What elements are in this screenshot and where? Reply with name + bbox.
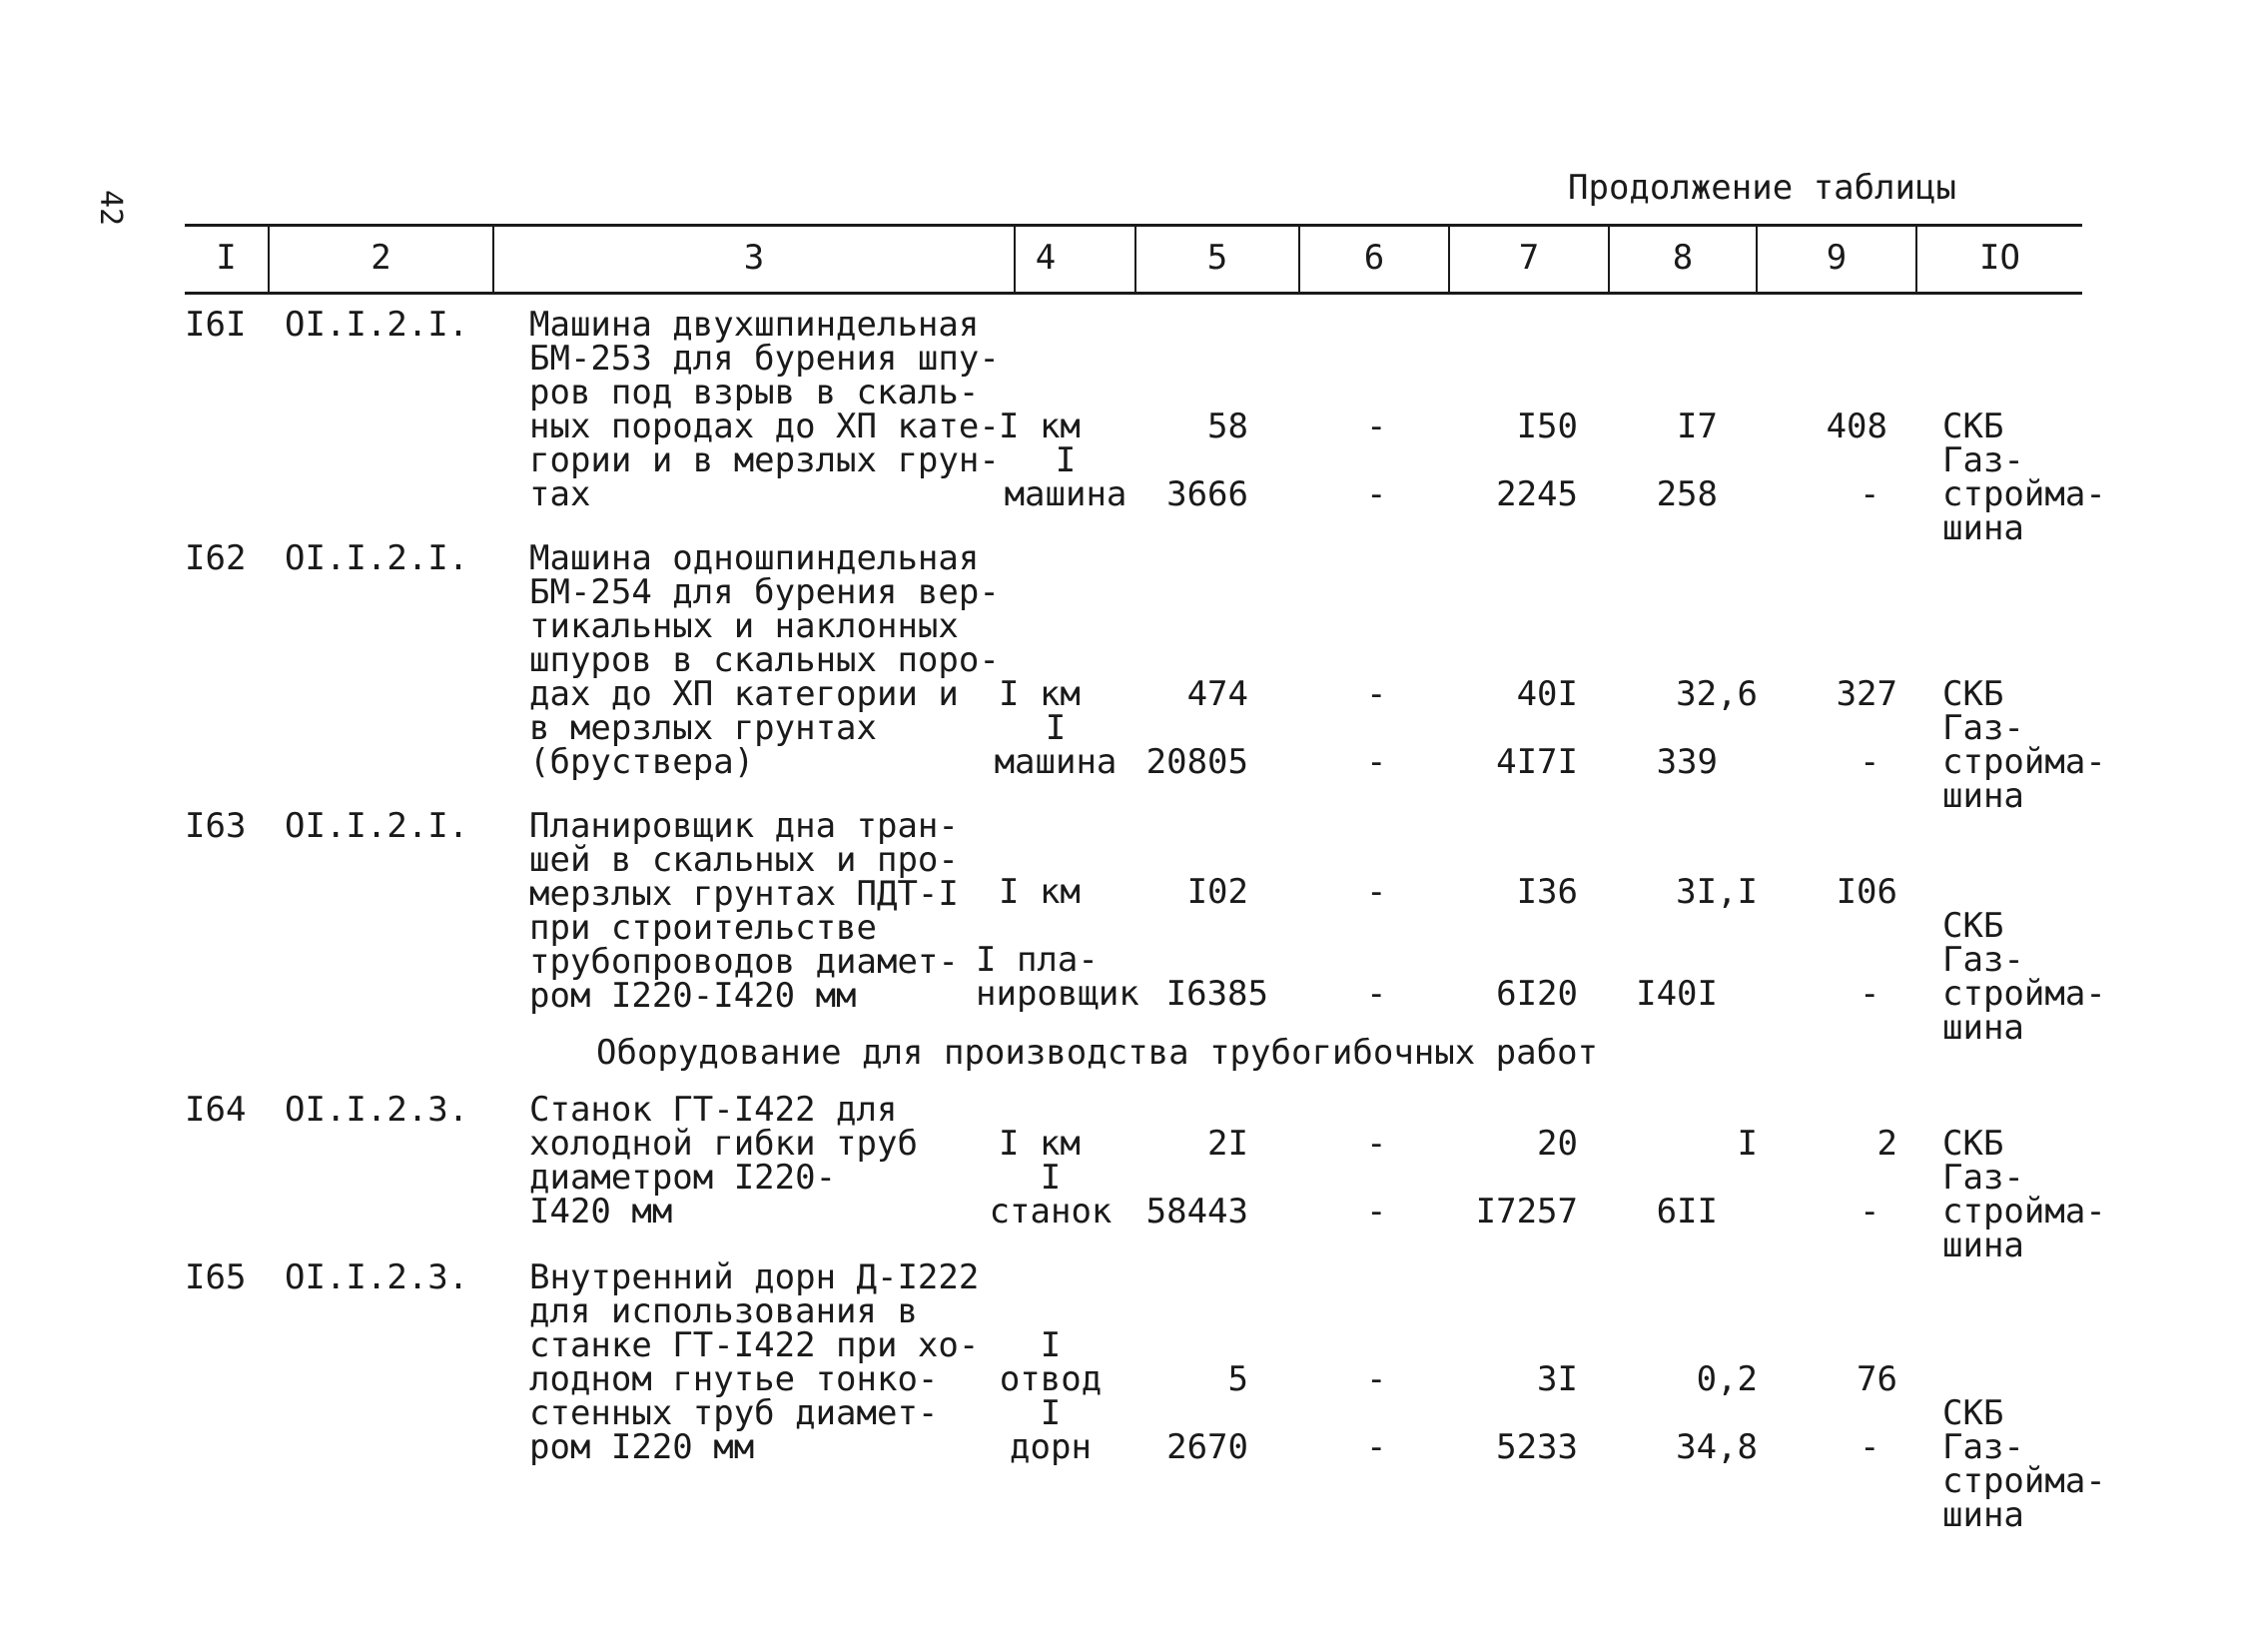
row-col9-b: -: [1860, 1427, 1880, 1467]
row-col8-a: I: [1737, 1124, 1758, 1164]
row-col9-b: -: [1860, 974, 1880, 1014]
row-number: I62: [185, 538, 247, 578]
row-manufacturer: СКБ Газ- стройма- шина: [1942, 674, 2106, 816]
row-unit-secondary: I дорн: [1010, 1393, 1092, 1467]
row-number: I64: [185, 1090, 247, 1130]
header-col-4: 4: [1035, 238, 1057, 278]
row-col8-b: 258: [1656, 474, 1718, 514]
row-unit-secondary: I станок: [989, 1158, 1113, 1232]
row-col5-b: 3666: [1166, 474, 1248, 514]
row-col9-a: 76: [1857, 1359, 1897, 1399]
row-col6-a: -: [1366, 1124, 1387, 1164]
row-description: Планировщик дна тран- шей в скальных и про- мерзлых грунтах ПДТ-I при строительстве трубопроводов диамет- ром I220-I420 мм: [529, 806, 959, 1016]
row-unit-primary: I км: [999, 407, 1081, 446]
row-code: OI.I.2.3.: [285, 1090, 469, 1130]
row-col6-b: -: [1366, 974, 1387, 1014]
row-manufacturer: СКБ Газ- стройма- шина: [1942, 407, 2106, 548]
row-col8-a: I7: [1677, 407, 1718, 446]
row-col9-b: -: [1860, 742, 1880, 782]
row-manufacturer: СКБ Газ- стройма- шина: [1942, 1393, 2106, 1535]
row-col6-b: -: [1366, 742, 1387, 782]
row-col7-b: 6I20: [1496, 974, 1578, 1014]
row-col8-a: 0,2: [1696, 1359, 1758, 1399]
row-col5-a: I02: [1186, 872, 1248, 912]
row-col5-a: 58: [1207, 407, 1248, 446]
row-col6-a: -: [1366, 674, 1387, 714]
row-manufacturer: СКБ Газ- стройма- шина: [1942, 906, 2106, 1048]
row-col6-b: -: [1366, 1192, 1387, 1232]
row-code: OI.I.2.I.: [285, 538, 469, 578]
row-col8-a: 32,6: [1676, 674, 1758, 714]
row-col5-b: I6385: [1165, 974, 1268, 1014]
header-bottom-rule: [185, 292, 2082, 295]
row-col5-b: 2670: [1166, 1427, 1248, 1467]
section-title: Оборудование для производства трубогибочных работ: [596, 1033, 1599, 1073]
row-col9-b: -: [1860, 474, 1880, 514]
page-number: 42: [93, 190, 128, 227]
row-col7-a: 3I: [1537, 1359, 1578, 1399]
row-col5-a: 2I: [1207, 1124, 1248, 1164]
row-description: Машина одношпиндельная БМ-254 для бурения вер- тикальных и наклонных шпуров в скальных поро- дах до ХП категории и в мерзлых грунтах (бруствера): [529, 538, 1000, 782]
header-col-9: 9: [1826, 238, 1848, 278]
header-top-rule: [185, 224, 2082, 227]
row-col7-a: I50: [1516, 407, 1578, 446]
row-col6-b: -: [1366, 1427, 1387, 1467]
row-col6-a: -: [1366, 872, 1387, 912]
row-col7-a: I36: [1516, 872, 1578, 912]
row-col7-b: I7257: [1475, 1192, 1578, 1232]
row-col5-a: 5: [1227, 1359, 1248, 1399]
row-col8-b: 339: [1656, 742, 1718, 782]
row-col6-a: -: [1366, 407, 1387, 446]
header-col-7: 7: [1518, 238, 1540, 278]
row-unit-primary: I км: [999, 1124, 1081, 1164]
row-description: Машина двухшпиндельная БМ-253 для бурения шпу- ров под взрыв в скаль- ных породах до ХП кате- гории и в мерзлых грун- тах: [529, 305, 1000, 514]
row-col9-a: 327: [1836, 674, 1897, 714]
row-col7-b: 2245: [1496, 474, 1578, 514]
header-col-1: I: [216, 238, 237, 278]
header-col-6: 6: [1363, 238, 1385, 278]
row-col8-b: I40I: [1636, 974, 1718, 1014]
row-col5-b: 20805: [1145, 742, 1248, 782]
row-col7-b: 4I7I: [1496, 742, 1578, 782]
row-unit-primary: I отвод: [999, 1325, 1103, 1399]
row-col5-a: 474: [1186, 674, 1248, 714]
row-number: I65: [185, 1257, 247, 1297]
row-description: Станок ГТ-I422 для холодной гибки труб диаметром I220- I420 мм: [529, 1090, 918, 1232]
row-col7-b: 5233: [1496, 1427, 1578, 1467]
row-manufacturer: СКБ Газ- стройма- шина: [1942, 1124, 2106, 1265]
row-unit-secondary: I машина: [994, 708, 1118, 782]
row-unit-secondary: I пла- нировщик: [976, 940, 1139, 1014]
row-col5-b: 58443: [1145, 1192, 1248, 1232]
row-col9-b: -: [1860, 1192, 1880, 1232]
row-col6-a: -: [1366, 1359, 1387, 1399]
row-col9-a: I06: [1836, 872, 1897, 912]
row-code: OI.I.2.I.: [285, 806, 469, 846]
row-number: I63: [185, 806, 247, 846]
row-col7-a: 20: [1537, 1124, 1578, 1164]
row-description: Внутренний дорн Д-I222 для использования в станке ГТ-I422 при хо- лодном гнутье тонко- стенных труб диамет- ром I220 мм: [529, 1257, 980, 1467]
row-col8-a: 3I,I: [1676, 872, 1758, 912]
row-number: I6I: [185, 305, 247, 345]
header-col-2: 2: [371, 238, 391, 278]
row-col6-b: -: [1366, 474, 1387, 514]
header-col-5: 5: [1206, 238, 1228, 278]
row-unit-primary: I км: [999, 872, 1081, 912]
row-col8-b: 34,8: [1676, 1427, 1758, 1467]
header-col-10: IO: [1979, 238, 2020, 278]
header-col-8: 8: [1672, 238, 1694, 278]
row-col9-a: 2: [1876, 1124, 1897, 1164]
table-continuation-caption: Продолжение таблицы: [1568, 168, 1956, 208]
header-col-3: 3: [743, 238, 765, 278]
row-col7-a: 40I: [1516, 674, 1578, 714]
row-unit-primary: I км: [999, 674, 1081, 714]
row-code: OI.I.2.3.: [285, 1257, 469, 1297]
row-col9-a: 408: [1826, 407, 1887, 446]
row-col8-b: 6II: [1656, 1192, 1718, 1232]
row-unit-secondary: I машина: [1004, 440, 1127, 514]
row-code: OI.I.2.I.: [285, 305, 469, 345]
